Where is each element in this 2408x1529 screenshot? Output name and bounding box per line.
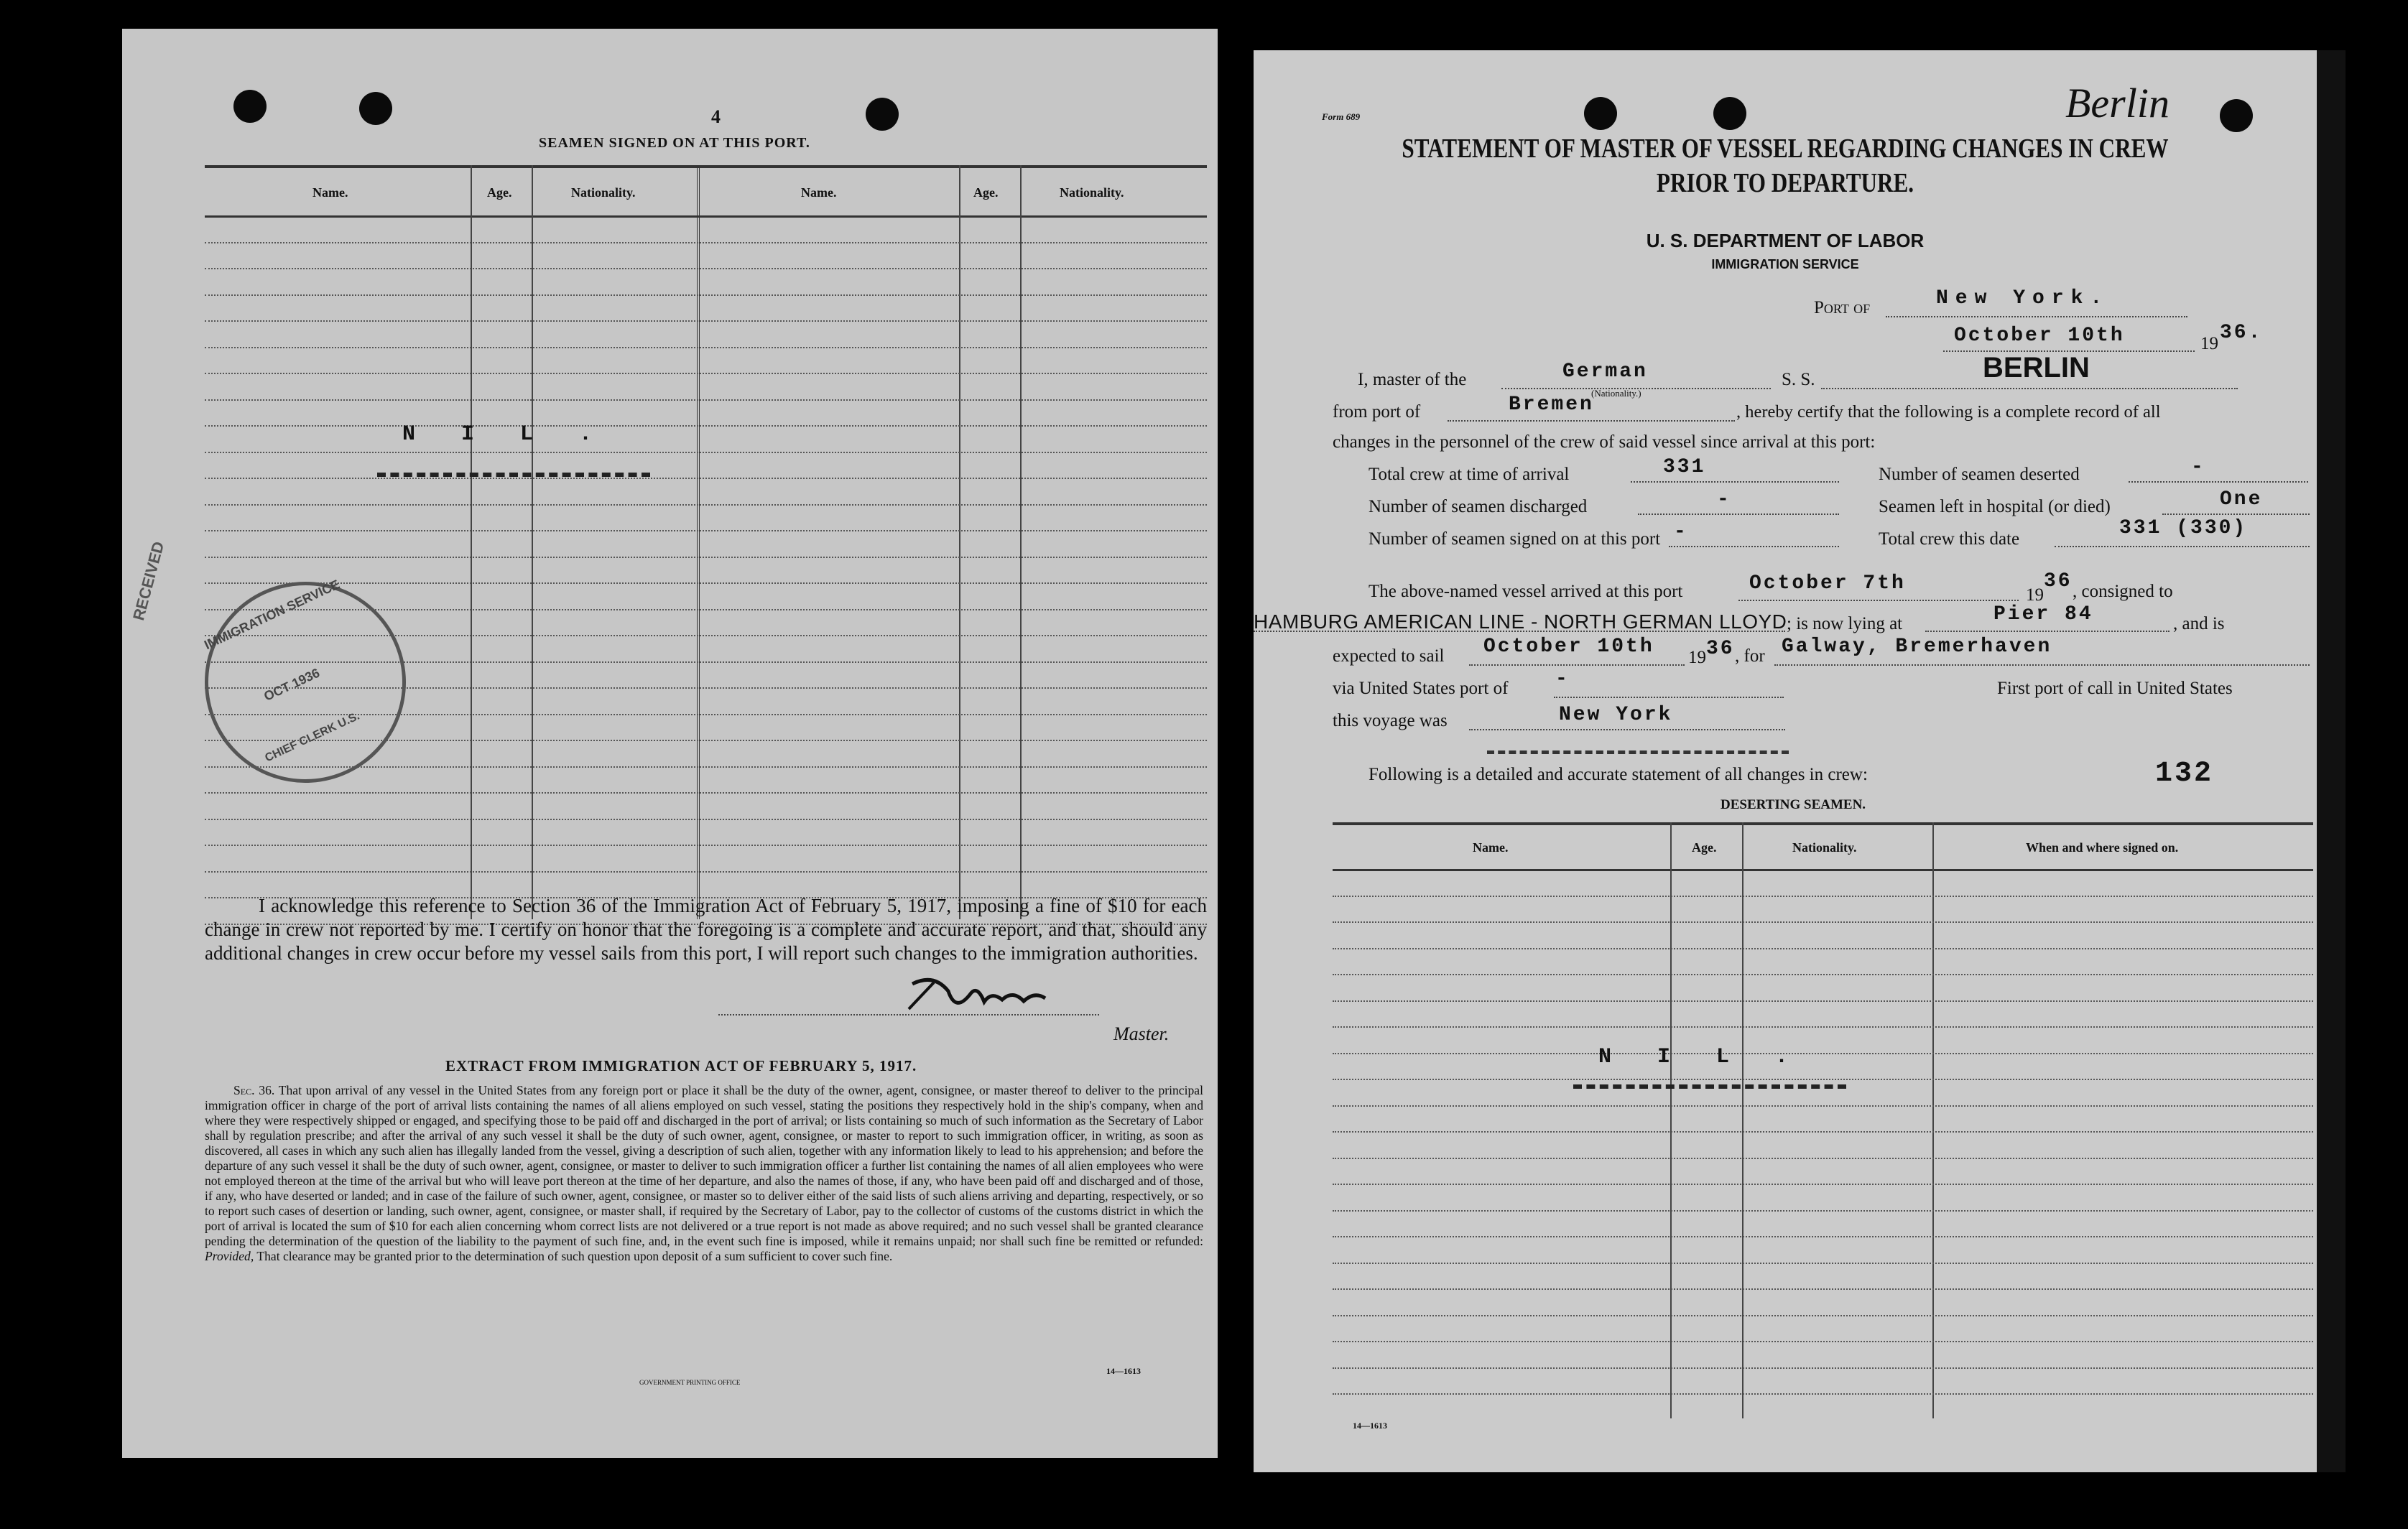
year-value: 36. [2220,322,2263,344]
table-header-rule [1333,869,2313,871]
table-row-rule [205,347,1207,348]
lying-value: Pier 84 [1993,603,2093,626]
column-divider [959,165,960,919]
table-row-rule [205,425,1207,427]
handwritten-berlin: Berlin [2065,80,2169,126]
ship-line [1821,388,2238,389]
acknowledgment-text: I acknowledge this reference to Section 36 of the Immigration Act of February 5, 1917, imposing a fine of $10 for each change in crew not reported by me. I certify on honor that the foregoing is a complete and accurate report, and that, should any additional changes in crew occur before my vessel sails from this port, I will report such changes to the immigration authorities. [205,895,1207,964]
arrived-label: The above-named vessel arrived at this port [1369,582,1683,601]
column-header-age: Age. [487,185,512,200]
stat-line [2129,481,2308,483]
form-number: Form 689 [1322,111,1361,122]
stat-line [2162,513,2310,515]
section-title: DESERTING SEAMEN. [1721,797,1866,812]
column-divider [697,165,700,919]
consignee: HAMBURG AMERICAN LINE - NORTH GERMAN LLOYD [1254,610,1787,633]
via-label: via United States port of [1333,679,1509,698]
table-row-rule [205,242,1207,243]
table-row-rule [1333,1341,2313,1342]
stat-label: Total crew at time of arrival [1369,465,1570,484]
stat-line [1669,546,1839,547]
column-header-nationality: Nationality. [571,185,636,200]
table-row-rule [205,530,1207,531]
section-title: SEAMEN SIGNED ON AT THIS PORT. [539,135,810,151]
table-row-rule [1333,896,2313,897]
table-row-rule [1333,1393,2313,1395]
table-row-rule [1333,921,2313,923]
from-port-label: from port of [1333,402,1421,422]
ship-name: BERLIN [1983,352,2090,384]
consigned-label: , consigned to [2073,582,2173,601]
extract-proviso: That clearance may be granted prior to the determination of such question upon deposit of a sum sufficient to cover such fine. [256,1249,893,1263]
punch-hole [2220,99,2253,132]
column-header-nationality: Nationality. [1060,185,1124,200]
table-row-rule [205,294,1207,296]
table-row-rule [205,373,1207,374]
right-page [1254,50,2346,1472]
for-label: , for [1735,646,1765,666]
extract-section: Sec. 36. [233,1083,275,1097]
extract-proviso-label: Provided, [205,1249,254,1263]
stat-value: - [1674,521,1688,543]
table-row-rule [205,268,1207,269]
received-stamp: RECEIVED [129,539,168,623]
destination: Galway, Bremerhaven [1782,636,2052,658]
expected-line [1469,664,1685,666]
destination-line [1774,664,2310,666]
date-value: October 10th [1954,325,2125,347]
lying-line [1925,631,2169,632]
table-row-rule [1333,974,2313,975]
consignee-line [1254,631,1785,632]
table-top-rule [1333,822,2313,825]
table-top-rule [205,165,1207,168]
printer-mark: GOVERNMENT PRINTING OFFICE [639,1379,741,1386]
arrived-value: October 7th [1749,572,1906,595]
expected-year-prefix: 19 [1688,648,1706,667]
form-title: STATEMENT OF MASTER OF VESSEL REGARDING CHANGES IN CREW [1402,134,2169,164]
table-row-rule [1333,1053,2313,1054]
and-is-label: , and is [2173,614,2225,633]
stat-value: One [2220,488,2263,511]
stamp-text: IMMIGRATION SERVICE [202,577,342,653]
stat-label: Seamen left in hospital (or died) [1879,497,2111,516]
table-row-rule [205,582,1207,584]
expected-label: expected to sail [1333,646,1445,666]
table-row-rule [1333,1184,2313,1185]
master-label: Master. [1113,1023,1170,1044]
table-row-rule [1333,1158,2313,1159]
handwritten-number: 132 [2155,758,2214,790]
voyage-line [1469,729,1785,730]
form-code: 14—1613 [1353,1421,1387,1431]
form-code: 14—1613 [1106,1366,1141,1376]
table-row-rule [205,320,1207,322]
column-header-nationality: Nationality. [1792,840,1857,855]
port-line [1886,316,2187,317]
certify-text: , hereby certify that the following is a complete record of all [1736,402,2161,422]
column-header-name: Name. [1473,840,1509,855]
page-number: 4 [711,106,721,127]
certify-text-2: changes in the personnel of the crew of said vessel since arrival at this port: [1333,432,1876,452]
nationality-value: German [1562,361,1648,383]
table-header-rule [205,215,1207,218]
table-row-rule [1333,1288,2313,1290]
stat-line [1638,513,1839,515]
nil-entry: N I L . [1598,1045,1791,1069]
port-value: New York. [1936,287,2110,310]
table-row-rule [1333,1367,2313,1369]
table-row-rule [1333,1105,2313,1107]
column-header-signed-on: When and where signed on. [2026,840,2179,855]
master-of-label: I, master of the [1358,370,1467,389]
table-row-rule [205,399,1207,401]
service: IMMIGRATION SERVICE [1711,257,1859,271]
column-header-name: Name. [801,185,837,200]
stamp-date: OCT 1936 [261,665,323,704]
signature-line [718,1014,1099,1016]
port-label: Port of [1814,298,1871,317]
arrived-year: 36 [2044,570,2073,592]
page-edge-shadow [2317,50,2346,1472]
punch-hole [1713,97,1746,130]
nationality-caption: (Nationality.) [1591,388,1641,399]
table-row-rule [1333,948,2313,949]
voyage-label: this voyage was [1333,711,1448,730]
column-header-age: Age. [973,185,999,200]
table-row-rule [1333,1210,2313,1212]
expected-year: 36 [1706,638,1735,660]
first-port-label: First port of call in United States [1997,679,2233,698]
stat-line [1631,481,1839,483]
punch-hole [866,98,899,131]
strike-line [377,473,650,477]
stat-label: Number of seamen discharged [1369,497,1588,516]
extract-title: EXTRACT FROM IMMIGRATION ACT OF FEBRUARY 5, 1917. [445,1057,917,1074]
table-row-rule [205,792,1207,794]
column-divider [1932,822,1934,1418]
strike-line [1487,750,1789,754]
stat-label: Total crew this date [1879,529,2020,549]
ss-label: S. S. [1782,370,1815,389]
stat-value: 331 (330) [2119,517,2248,539]
arrived-line [1738,600,2019,601]
extract-text [205,1083,1203,1264]
column-divider [1742,822,1744,1418]
table-row-rule [1333,1236,2313,1237]
column-divider [532,165,533,919]
voyage-value: New York [1559,704,1673,726]
punch-hole [359,92,392,125]
table-row-rule [205,504,1207,506]
form-title-line2: PRIOR TO DEPARTURE. [1656,168,1914,198]
nil-entry: N I L . [402,422,595,447]
table-row-rule [205,452,1207,453]
stat-label: Number of seamen deserted [1879,465,2080,484]
following-label: Following is a detailed and accurate statement of all changes in crew: [1369,765,1868,784]
year-prefix: 19 [2200,334,2218,353]
column-divider [471,165,472,919]
column-header-name: Name. [312,185,348,200]
column-header-age: Age. [1692,840,1717,855]
left-page [122,29,1218,1458]
stat-value: - [2191,456,2205,478]
column-divider [1670,822,1672,1418]
table-row-rule [205,871,1207,873]
table-row-rule [205,845,1207,846]
via-value: - [1555,668,1570,690]
immigration-stamp [172,549,439,816]
table-row-rule [1333,1026,2313,1028]
stamp-text-side: CHIEF CLERK U.S. [263,710,362,765]
punch-hole [233,90,267,123]
arrived-year-prefix: 19 [2026,585,2044,605]
expected-value: October 10th [1483,636,1654,658]
stat-value: - [1717,488,1731,511]
lying-label: ; is now lying at [1787,614,1903,633]
stat-value: 331 [1663,456,1706,478]
table-row-rule [205,557,1207,558]
stat-label: Number of seamen signed on at this port [1369,529,1661,549]
via-line [1554,697,1784,698]
table-row-rule [1333,1079,2313,1080]
table-row-rule [1333,1000,2313,1002]
from-port-value: Bremen [1509,394,1594,416]
table-row-rule [1333,1131,2313,1133]
department: U. S. DEPARTMENT OF LABOR [1646,230,1925,251]
strike-line [1573,1084,1846,1089]
column-divider [1020,165,1022,919]
table-row-rule [205,819,1207,820]
stat-line [2055,546,2310,547]
from-port-line [1448,420,1735,422]
extract-body: That upon arrival of any vessel in the United States from any foreign port or place it shall be the duty of the owner, agent, consignee, or master thereof to deliver to the principal immigration officer in charge of the port of arrival lists containing the names of all aliens employed on such vessel, stating the positions they respectively hold in the ship's company, when and where they were respectively shipped or engaged, and specifying those to be paid off and discharged in the port of arrival; or lists containing so much of such information as the Secretary of Labor shall by regulation prescribe; and after the arrival of any such vessel it shall be the duty of such owner, agent, consignee, or master to report to such immigration officer, in writing, as soon as discovered, all cases in which any such alien has illegally landed from the vessel, giving a description of such alien, together with any information likely to lead to his apprehension; and before the departure of any such vessel it shall be the duty of such owner, agent, consignee, or master to deliver to such immigration officer a further list containing the names of all alien employees who were not employed thereon at the time of the arrival but who will leave port thereon at the time of her departure, and also the names of those, if any, who have been paid off and discharged and of those, if any, who have deserted or landed; and in case of the failure of such owner, agent, consignee, or master so to deliver either of the said lists of such aliens arriving and departing, respectively, or so to report such cases of desertion or landing, such owner, agent, consignee, or master shall, if required by the Secretary of Labor, pay to the collector of customs of the customs district in which the port of arrival is located the sum of $10 for each alien concerning whom correct lists are not delivered or a true report is not made as above required; and no such vessel shall be granted clearance pending the determination of the question of the liability to the payment of such fine, and, in the event such fine is imposed, while it remains unpaid; nor shall such fine be remitted or refunded: [205,1083,1203,1248]
table-row-rule [205,478,1207,479]
punch-hole [1584,97,1617,130]
table-row-rule [1333,1263,2313,1264]
table-row-rule [1333,1315,2313,1316]
